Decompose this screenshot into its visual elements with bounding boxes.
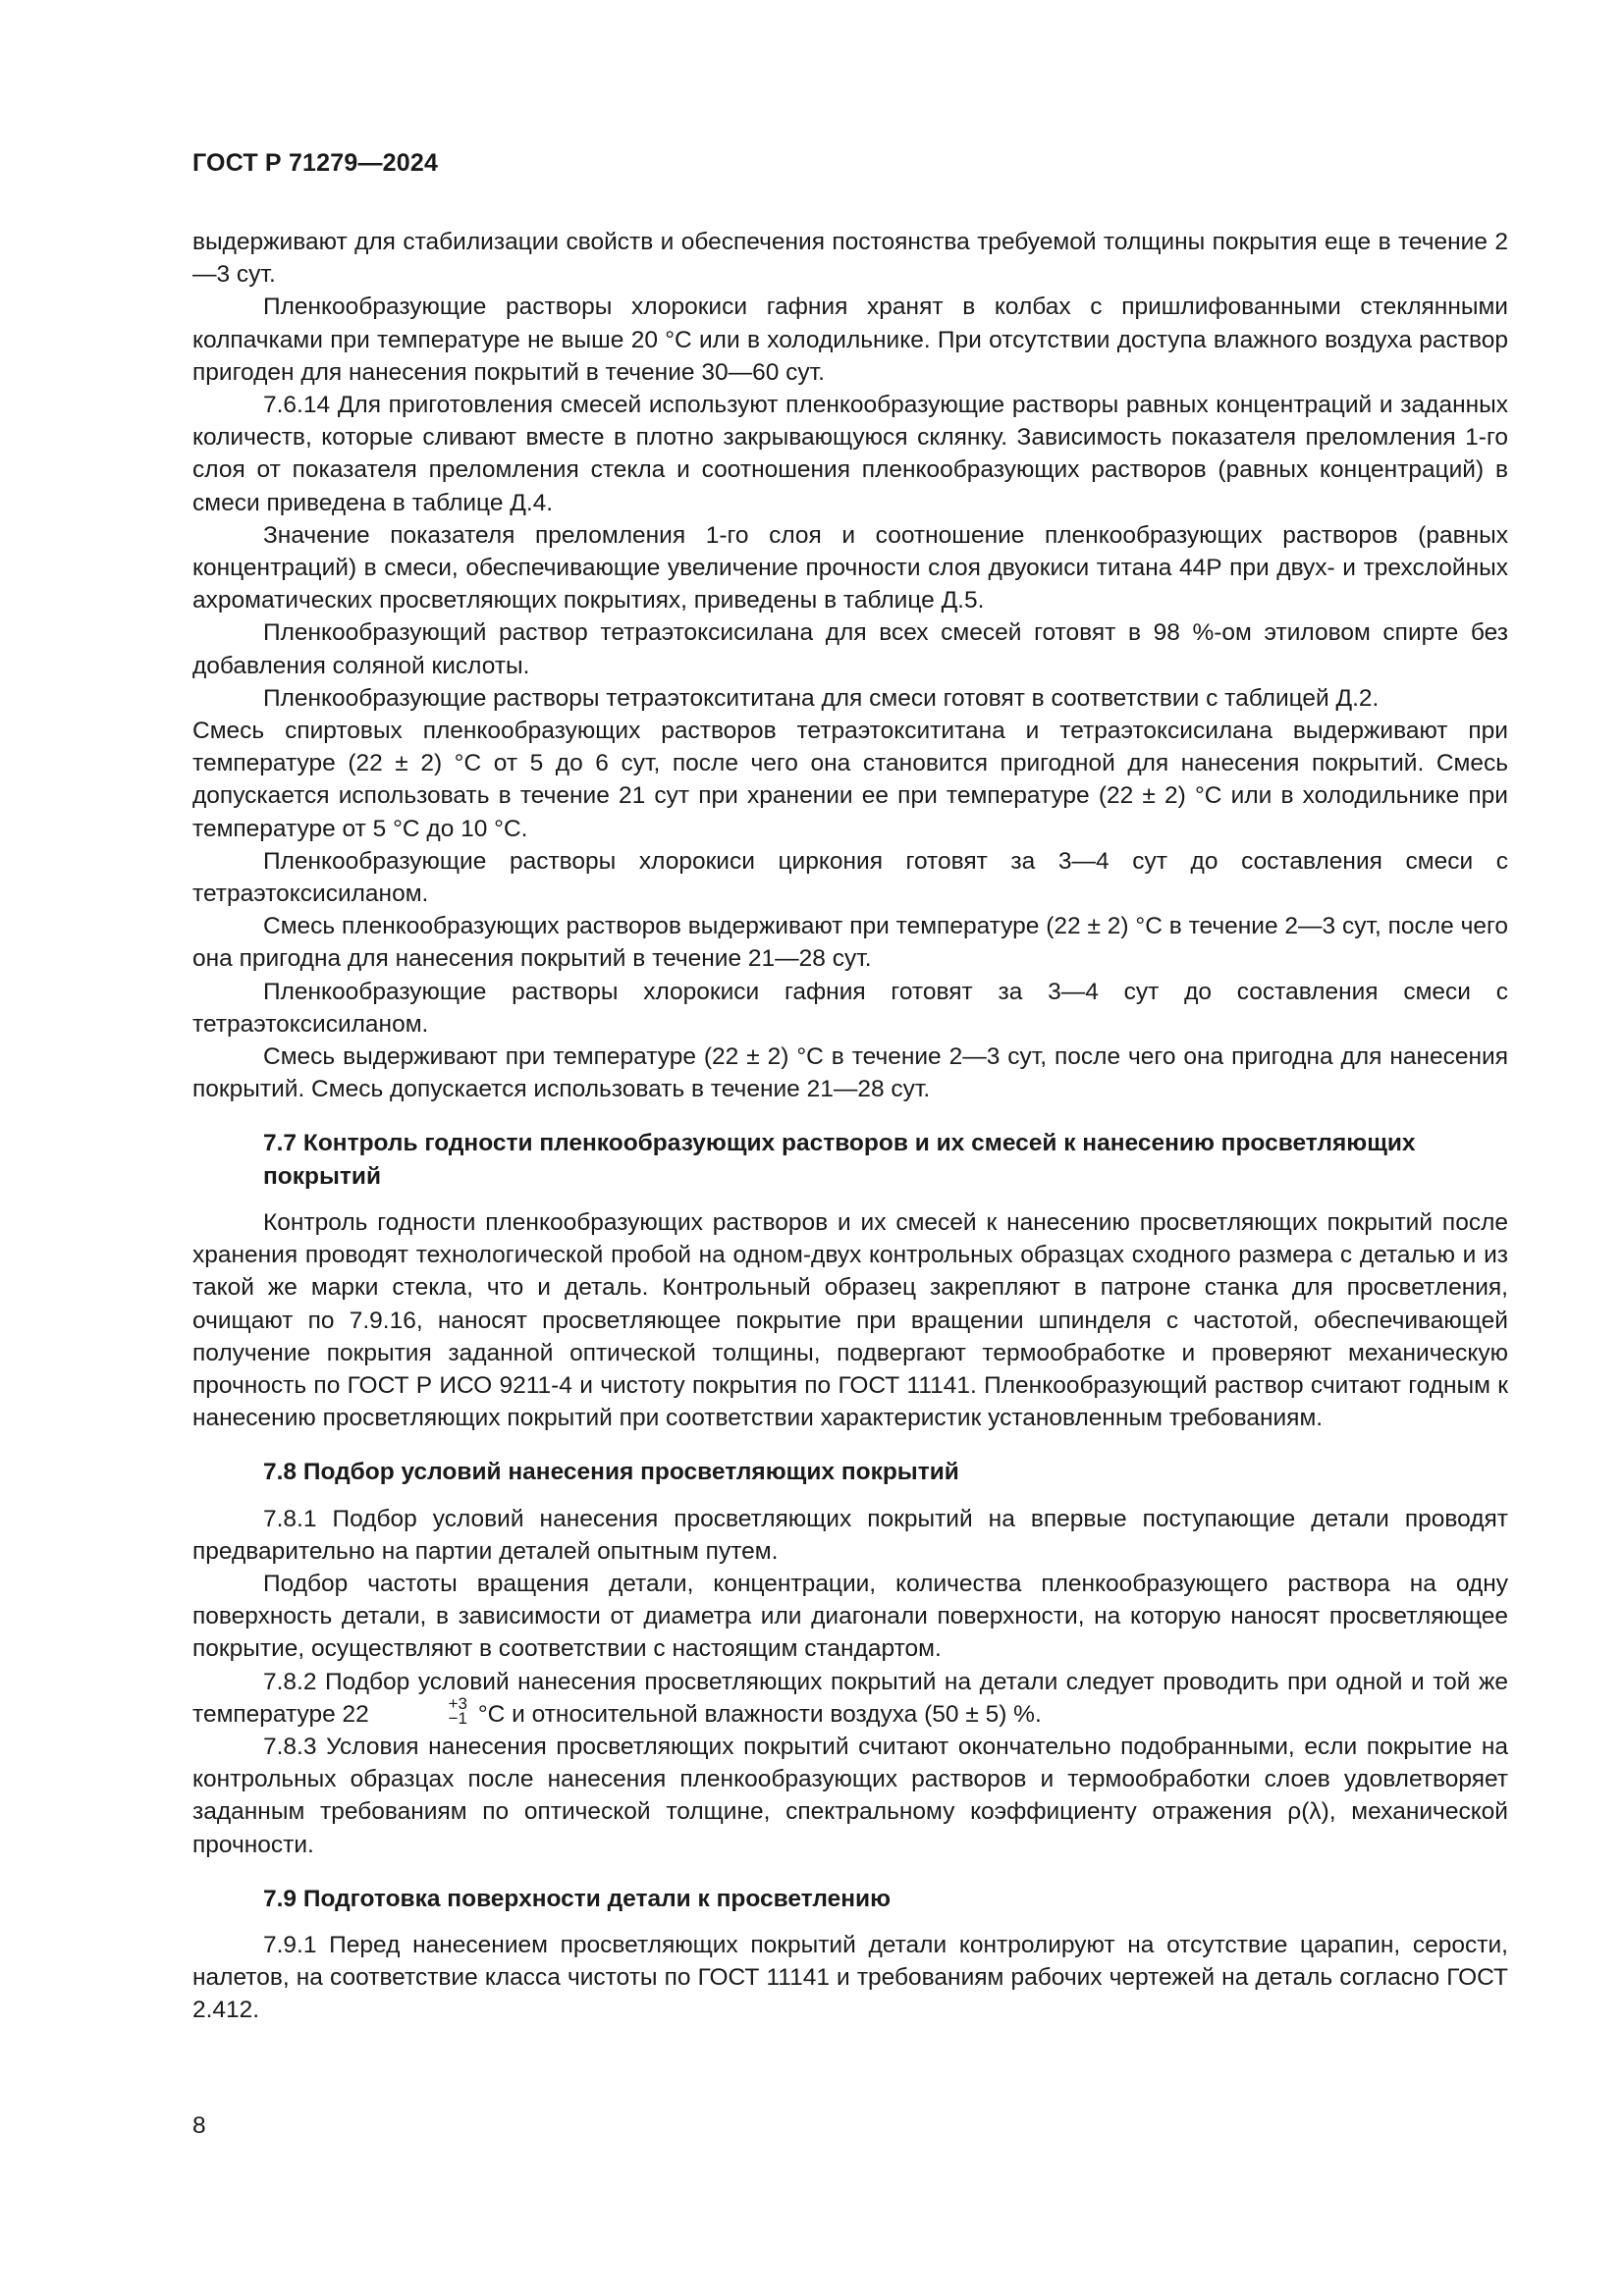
paragraph: Пленкообразующий раствор тетраэтоксисилана для всех смесей готовят в 98 %-ом этиловом спирте без добавления соляной кислоты. — [192, 619, 1508, 679]
paragraph: Значение показателя преломления 1-го слоя и соотношение пленкообразующих растворов (равных концентраций) в смеси, обеспечивающие увеличение прочности слоя двуокиси титана 44Р при двух- и трехслойных ахроматических просветляющих покрытиях, приведены в таблице Д.5. — [192, 521, 1508, 614]
tolerance-upper: +3 — [448, 1694, 468, 1714]
paragraph: 7.8.3 Условия нанесения просветляющих покрытий считают окончательно подобранными, если покрытие на контрольных образцах после нанесения пленкообразующих растворов и термообработки слоев удовлетворяет заданным требованиям по оптической толщине, спектральному коэффициенту отражения ρ(λ), механической прочности. — [192, 1733, 1508, 1858]
tolerance-lower: −1 — [448, 1709, 468, 1729]
paragraph: Смесь пленкообразующих растворов выдерживают при температуре (22 ± 2) °С в течение 2—3 сут, после чего она пригодна для нанесения покрытий в течение 21—28 сут. — [192, 913, 1508, 973]
page-number: 8 — [192, 2112, 206, 2139]
section-heading-7-7: 7.7 Контроль годности пленкообразующих растворов и их смесей к нанесению просветляющих покрытий — [263, 1130, 1416, 1190]
document-code: ГОСТ Р 71279—2024 — [192, 149, 439, 177]
paragraph: Пленкообразующие растворы хлорокиси гафния готовят за 3—4 сут до составления смеси с тетраэтоксисиланом. — [192, 978, 1508, 1038]
paragraph: Контроль годности пленкообразующих растворов и их смесей к нанесению просветляющих покрытий после хранения проводят технологической пробой на одном-двух контрольных образцах сходного размера с деталью и из такой же марки стекла, что и деталь. Контрольный образец закрепляют в патроне станка для просветления, очищают по 7.9.16, наносят просветляющее покрытие при вращении шпинделя с частотой, обеспечивающей получение покрытия заданной оптической толщины, подвергают термообработке и проверяют механическую прочность по ГОСТ Р ИСО 9211-4 и чистоту покрытия по ГОСТ 11141. Пленкообразующий раствор считают годным к нанесению просветляющих покрытий при соответствии характеристик установленным требованиям. — [192, 1208, 1508, 1432]
paragraph: Пленкообразующие растворы тетраэтоксититана для смеси готовят в соответствии с таблицей Д.2. — [263, 684, 1380, 712]
paragraph: Подбор частоты вращения детали, концентрации, количества пленкообразующего раствора на одну поверхность детали, в зависимости от диаметра или диагонали поверхности, на которую наносят просветляющее покрытие, осуществляют в соответствии с настоящим стандартом. — [192, 1570, 1508, 1663]
paragraph: 7.9.1 Перед нанесением просветляющих покрытий детали контролируют на отсутствие царапин, серости, налетов, на соответствие класса чистоты по ГОСТ 11141 и требованиям рабочих чертежей на деталь согласно ГОСТ 2.412. — [192, 1931, 1508, 2024]
paragraph: Пленкообразующие растворы хлорокиси гафния хранят в колбах с пришлифованными стеклянными колпачками при температуре не выше 20 °С или в холодильнике. При отсутствии доступа влажного воздуха раствор пригоден для нанесения покрытий в течение 30—60 сут. — [192, 294, 1508, 386]
paragraph: 7.6.14 Для приготовления смесей используют пленкообразующие растворы равных концентраций и заданных количеств, которые сливают вместе в плотно закрывающуюся склянку. Зависимость показателя преломления 1-го слоя от показателя преломления стекла и соотношения пленкообразующих растворов (равных концентраций) в смеси приведена в таблице Д.4. — [192, 392, 1508, 516]
paragraph: 7.8.1 Подбор условий нанесения просветляющих покрытий на впервые поступающие детали проводят предварительно на партии деталей опытным путем. — [192, 1505, 1508, 1565]
tolerance-text-before: 7.8.2 Подбор условий нанесения просветляющих покрытий на детали следует проводить при одной и той же температуре 22 — [192, 1668, 1508, 1728]
document-body — [192, 226, 1508, 2027]
tolerance-text-after: °С и относительной влажности воздуха (50 ± 5) %. — [477, 1700, 1042, 1728]
paragraph: Смесь выдерживают при температуре (22 ± 2) °С в течение 2—3 сут, после чего она пригодна для нанесения покрытий. Смесь допускается использовать в течение 21—28 сут. — [192, 1043, 1508, 1103]
temperature-tolerance — [378, 1694, 468, 1729]
paragraph-with-tolerance — [192, 1666, 1508, 1731]
paragraph: выдерживают для стабилизации свойств и обеспечения постоянства требуемой толщины покрытия еще в течение 2—3 сут. — [192, 229, 1508, 289]
section-heading-7-8: 7.8 Подбор условий нанесения просветляющих покрытий — [263, 1459, 959, 1486]
paragraph: Пленкообразующие растворы хлорокиси циркония готовят за 3—4 сут до составления смеси с тетраэтоксисиланом. — [192, 847, 1508, 908]
paragraph: Смесь спиртовых пленкообразующих растворов тетраэтоксититана и тетраэтоксисилана выдерживают при температуре (22 ± 2) °С от 5 до 6 сут, после чего она становится пригодной для нанесения покрытий. Смесь допускается использовать в течение 21 сут при хранении ее при температуре (22 ± 2) °С или в холодильнике при температуре от 5 °С до 10 °С. — [192, 718, 1508, 842]
section-heading-7-9: 7.9 Подготовка поверхности детали к просветлению — [263, 1885, 892, 1912]
